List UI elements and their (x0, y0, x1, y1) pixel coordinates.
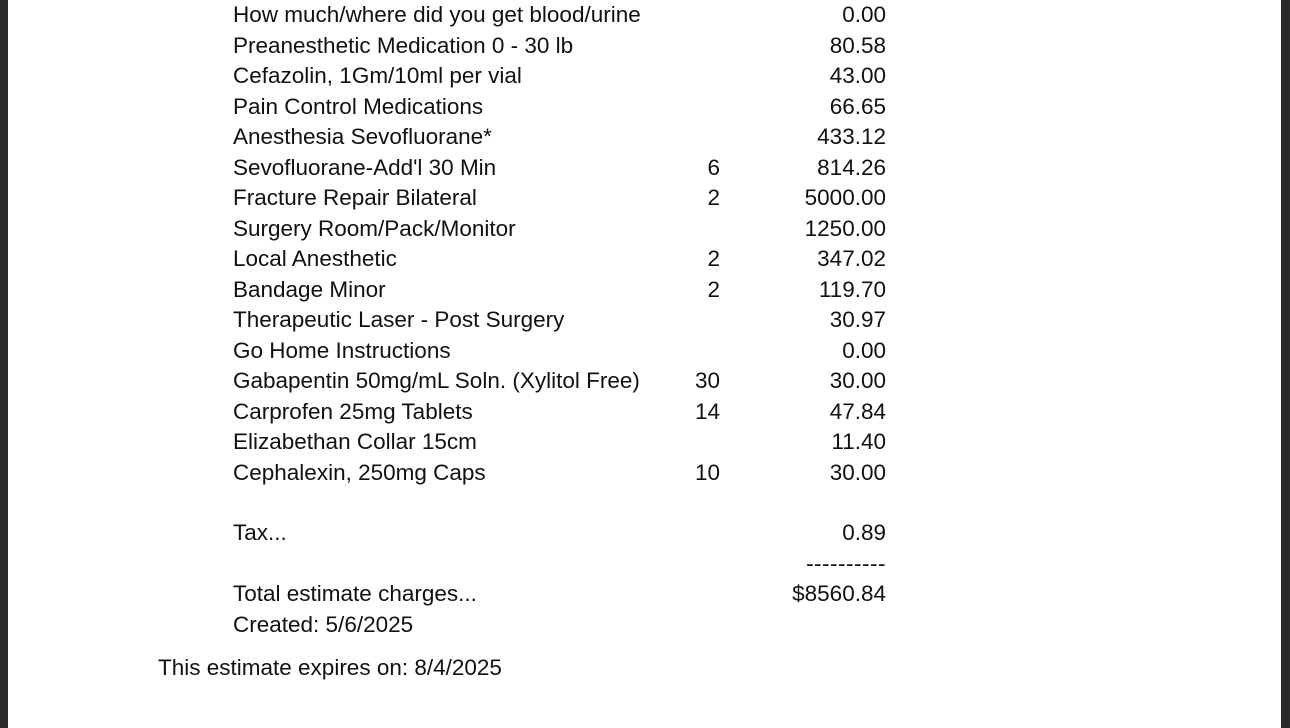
line-item-amount: 814.26 (817, 154, 886, 180)
line-item-amount: 66.65 (829, 93, 886, 119)
line-item-row (8, 366, 1281, 396)
estimate-document (8, 0, 1281, 728)
line-item-description: Elizabethan Collar 15cm (233, 429, 477, 454)
line-item-description: Sevofluorane-Add'l 30 Min (233, 154, 497, 180)
total-amount: $8560.84 (792, 581, 886, 606)
line-item-row (8, 153, 1281, 183)
line-item-row (8, 61, 1281, 91)
line-item-row (8, 336, 1281, 366)
line-item-amount: 47.84 (829, 398, 886, 424)
line-item-description: Preanesthetic Medication 0 - 30 lb (233, 32, 574, 58)
created-row (8, 610, 1281, 640)
line-item-quantity: 2 (707, 276, 720, 302)
line-item-amount: 433.12 (817, 124, 886, 149)
line-item-amount: 43.00 (829, 63, 886, 88)
line-item-row (8, 244, 1281, 274)
line-item-amount: 80.58 (829, 32, 886, 58)
tax-label: Tax... (233, 520, 287, 545)
line-item-row (8, 92, 1281, 122)
line-item-quantity: 14 (694, 398, 720, 424)
line-item-row (8, 275, 1281, 305)
line-item-amount: 119.70 (818, 276, 886, 302)
line-item-amount: 0.00 (842, 2, 886, 27)
line-item-row (8, 427, 1281, 457)
line-item-quantity: 2 (707, 246, 720, 271)
line-item-row (8, 305, 1281, 335)
created-date: Created: 5/6/2025 (233, 612, 414, 637)
line-item-row (8, 122, 1281, 152)
line-item-description: Carprofen 25mg Tablets (233, 398, 473, 424)
line-item-quantity: 2 (707, 185, 720, 210)
tax-row (8, 518, 1281, 548)
line-item-description: Gabapentin 50mg/mL Soln. (Xylitol Free) (233, 368, 640, 393)
line-item-quantity: 6 (707, 154, 720, 180)
window-frame-left (0, 0, 8, 728)
expiration-notice: This estimate expires on: 8/4/2025 (158, 655, 502, 680)
line-item-quantity: 10 (694, 459, 720, 485)
line-item-amount: 347.02 (817, 246, 886, 271)
line-item-amount: 1250.00 (804, 215, 886, 241)
total-separator-row (8, 549, 1281, 579)
line-item-amount: 30.00 (829, 368, 886, 393)
line-item-description: Surgery Room/Pack/Monitor (233, 215, 516, 241)
line-item-amount: 30.97 (829, 307, 886, 332)
line-item-row (8, 0, 1281, 30)
line-item-description: Cefazolin, 1Gm/10ml per vial (233, 63, 522, 88)
line-item-amount: 0.00 (842, 337, 886, 363)
line-item-description: How much/where did you get blood/urine (233, 2, 641, 27)
line-item-description: Cephalexin, 250mg Caps (233, 459, 486, 485)
total-separator: ---------- (806, 551, 886, 576)
total-row (8, 579, 1281, 609)
line-item-description: Anesthesia Sevofluorane* (233, 124, 492, 149)
line-item-amount: 5000.00 (804, 185, 886, 210)
window-frame-right (1281, 0, 1290, 728)
line-item-description: Local Anesthetic (233, 246, 397, 271)
total-label: Total estimate charges... (233, 581, 477, 606)
line-item-description: Bandage Minor (233, 276, 386, 302)
line-item-quantity: 30 (694, 368, 720, 393)
line-item-row (8, 397, 1281, 427)
line-item-description: Fracture Repair Bilateral (233, 185, 477, 210)
tax-amount: 0.89 (842, 520, 886, 545)
line-item-amount: 11.40 (831, 429, 886, 454)
line-item-description: Go Home Instructions (233, 337, 451, 363)
line-item-row (8, 31, 1281, 61)
line-item-row (8, 458, 1281, 488)
line-item-row (8, 214, 1281, 244)
line-item-description: Therapeutic Laser - Post Surgery (233, 307, 565, 332)
line-item-description: Pain Control Medications (233, 93, 484, 119)
line-item-row (8, 183, 1281, 213)
line-item-amount: 30.00 (829, 459, 886, 485)
